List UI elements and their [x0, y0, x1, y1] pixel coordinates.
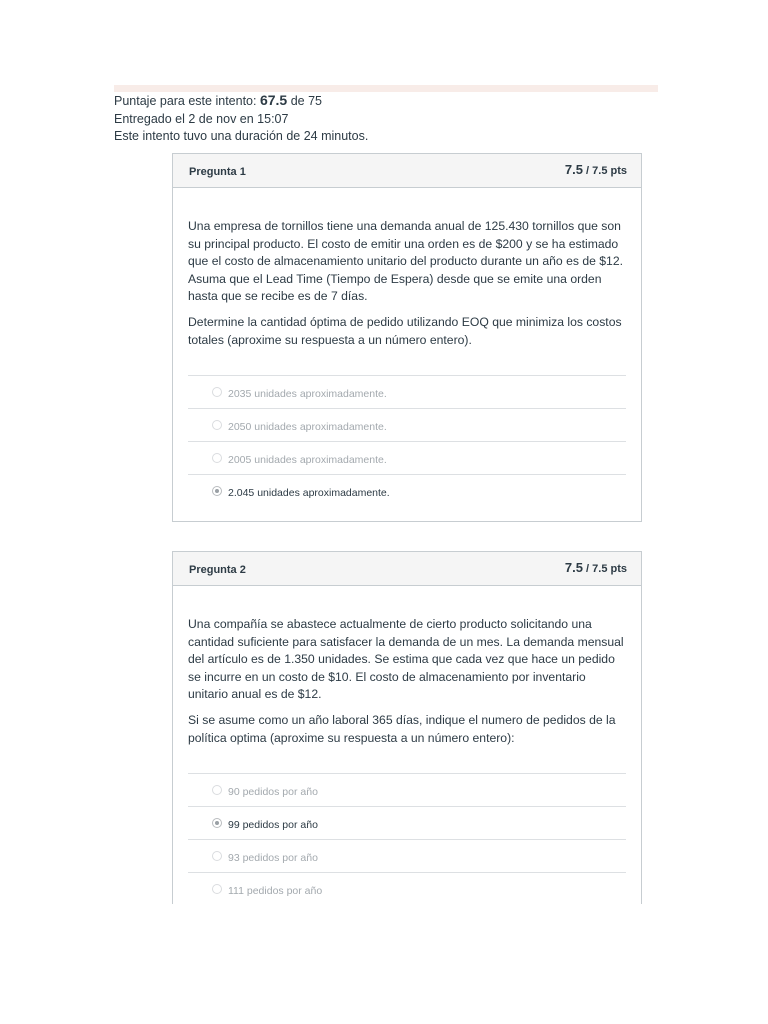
score-line — [114, 92, 368, 111]
radio-button-selected[interactable] — [212, 486, 222, 496]
attempt-summary — [114, 92, 368, 146]
radio-button-selected[interactable] — [212, 818, 222, 828]
answer-list — [188, 773, 626, 904]
submitted-date: Entregado el 2 de nov en 15:07 — [114, 111, 289, 126]
radio-button[interactable] — [212, 884, 222, 894]
score-value: 67.5 — [259, 92, 288, 108]
answer-option[interactable] — [188, 375, 626, 408]
question-prompt: Si se asume como un año laboral 365 días, indique el numero de pedidos de la política optima (aproxime su respuesta a un número entero): — [188, 712, 616, 745]
answer-option[interactable] — [188, 408, 626, 441]
points-total: / 7.5 pts — [586, 563, 627, 575]
question-points — [565, 162, 627, 177]
radio-button[interactable] — [212, 785, 222, 795]
radio-button[interactable] — [212, 387, 222, 397]
question-body — [173, 586, 641, 904]
radio-button[interactable] — [212, 453, 222, 463]
question-title: Pregunta 2 — [189, 564, 246, 576]
answer-label: 93 pedidos por año — [228, 852, 318, 865]
answer-option-selected[interactable] — [188, 474, 626, 507]
radio-button[interactable] — [212, 420, 222, 430]
question-header — [173, 154, 641, 188]
answer-list — [188, 375, 626, 507]
question-title: Pregunta 1 — [189, 166, 246, 178]
question-text: Una compañía se abastece actualmente de cierto producto solicitando una cantidad suficiente para satisfacer la demanda de un mes. La demanda mensual del artículo es de 1.350 unidades. Se estima que cada vez que hace un pedido se incurre en un costo de $10. El costo de almacenamiento por inventario unitario anual es de $12. — [188, 617, 624, 702]
question-prompt: Determine la cantidad óptima de pedido utilizando EOQ que minimiza los costos totales (aproxime su respuesta a un número entero). — [188, 314, 622, 347]
answer-option[interactable] — [188, 773, 626, 806]
question-card-1 — [172, 153, 642, 522]
points-total: / 7.5 pts — [586, 165, 627, 177]
top-divider-bar — [114, 85, 658, 92]
answer-option-selected[interactable] — [188, 806, 626, 839]
answer-label: 99 pedidos por año — [228, 819, 318, 832]
answer-option[interactable] — [188, 872, 626, 904]
answer-label: 2005 unidades aproximadamente. — [228, 454, 387, 467]
answer-label: 90 pedidos por año — [228, 786, 318, 799]
score-suffix: de 75 — [290, 94, 322, 108]
radio-button[interactable] — [212, 851, 222, 861]
answer-option[interactable] — [188, 441, 626, 474]
answer-label: 2.045 unidades aproximadamente. — [228, 487, 390, 500]
answer-option[interactable] — [188, 839, 626, 872]
question-text: Una empresa de tornillos tiene una demanda anual de 125.430 tornillos que son su principal producto. El costo de emitir una orden es de $200 y se ha estimado que el costo de almacenamiento unitario del producto durante un año es de $12. Asuma que el Lead Time (Tiempo de Espera) desde que se emite una orden hasta que se recibe es de 7 días. — [188, 219, 623, 304]
points-earned: 7.5 — [564, 162, 583, 177]
points-earned: 7.5 — [564, 560, 583, 575]
question-card-2 — [172, 551, 642, 904]
answer-label: 2050 unidades aproximadamente. — [228, 421, 387, 434]
question-body — [173, 188, 641, 507]
question-header — [173, 552, 641, 586]
question-points — [565, 560, 627, 575]
attempt-duration: Este intento tuvo una duración de 24 minutos. — [114, 129, 369, 143]
answer-label: 2035 unidades aproximadamente. — [228, 388, 387, 401]
answer-label: 111 pedidos por año — [228, 885, 323, 898]
score-prefix: Puntaje para este intento: — [114, 94, 257, 108]
